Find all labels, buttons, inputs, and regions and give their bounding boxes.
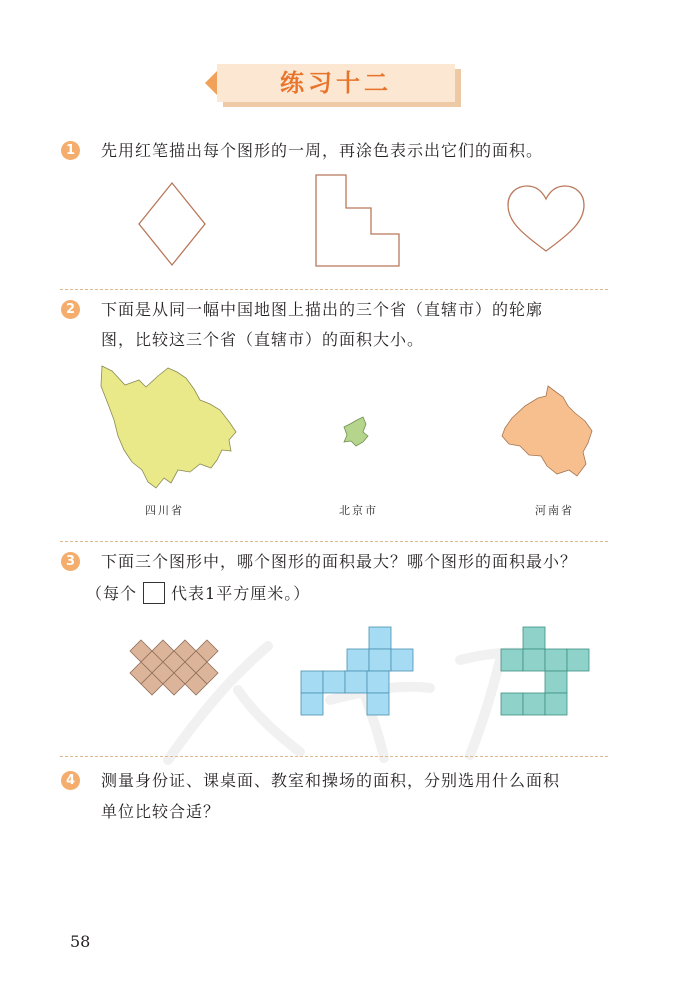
map-label-henan: 河南省 [535,504,574,517]
question-2-badge: 2 [61,300,80,319]
question-4-badge: 4 [61,771,80,790]
map-label-beijing: 北京市 [339,504,378,517]
map-label-sichuan: 四川省 [145,504,184,517]
divider-3 [60,756,608,757]
question-4-text-line1: 测量身份证、课桌面、教室和操场的面积，分别选用什么面积 [101,771,561,790]
question-1-badge: 1 [61,141,80,160]
page-number: 58 [70,932,91,951]
shape-a-diamond-squares [130,640,218,695]
question-4-text-line2: 单位比较合适？ [101,802,221,821]
question-2-text-line1: 下面是从同一幅中国地图上描出的三个省（直辖市）的轮廓 [101,300,544,319]
shape-c-teal-squares [501,627,589,715]
question-3-text-post: 代表1平方厘米。） [171,584,311,603]
question-2-text-line2: 图，比较这三个省（直辖市）的面积大小。 [101,330,425,349]
question-3-text-line1: 下面三个图形中，哪个图形的面积最大？哪个图形的面积最小？ [101,552,578,571]
page-title: 练习十二 [280,69,392,97]
question-1-text: 先用红笔描出每个图形的一周，再涂色表示出它们的面积。 [101,141,544,160]
question-3-text-pre: （每个 [86,584,138,603]
question-3-badge: 3 [61,552,80,571]
shape-b-blue-squares [301,627,413,715]
